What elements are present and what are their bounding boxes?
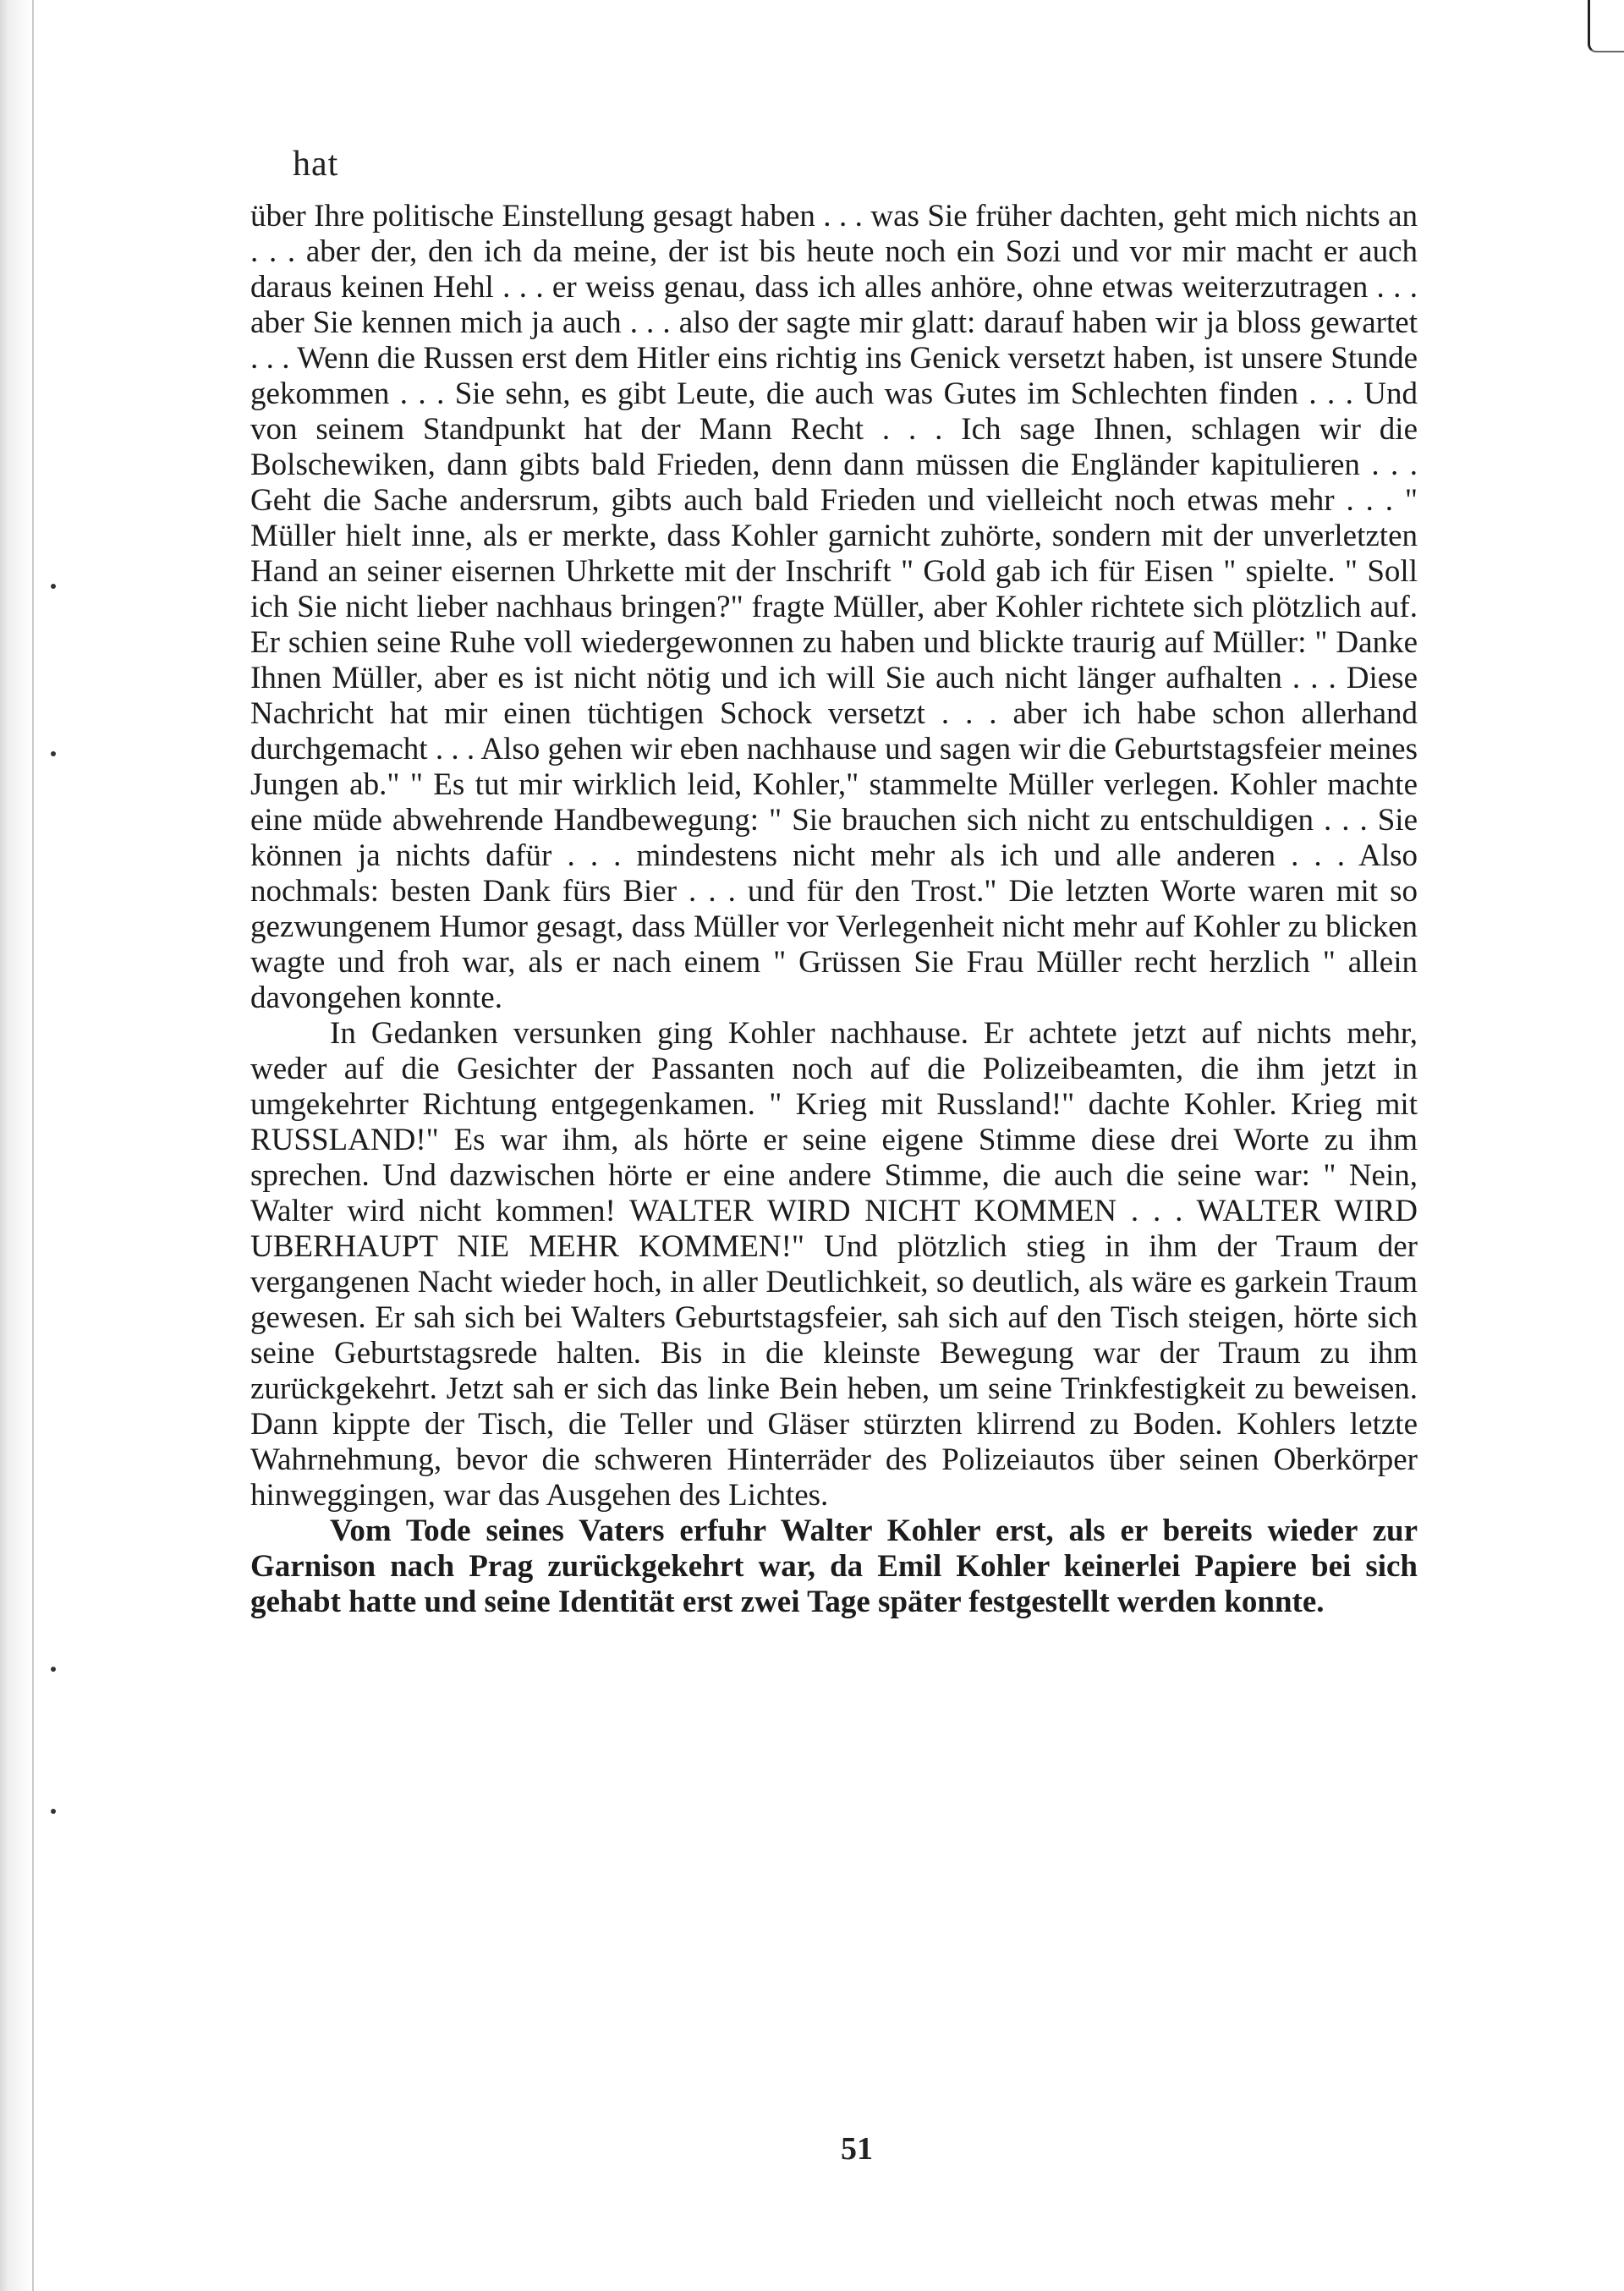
scan-left-edge xyxy=(0,0,32,2291)
margin-mark xyxy=(51,1667,56,1672)
margin-mark xyxy=(51,1809,56,1814)
scan-page-corner xyxy=(1588,0,1624,52)
page-body xyxy=(250,199,1418,1620)
scan-fold-line xyxy=(32,0,34,2291)
paragraph: In Gedanken versunken ging Kohler nachhause. Er achtete jetzt auf nichts mehr, weder auf die Gesichter der Passanten noch auf die Polizeibeamten, die ihm jetzt in umgekehrter Richtung entgegenkamen. " Krieg mit Russland!" dachte Kohler. Krieg mit RUSSLAND!" Es war ihm, als hörte er seine eigene Stimme diese drei Worte zu ihm sprechen. Und dazwischen hörte er eine andere Stimme, die auch die seine war: " Nein, Walter wird nicht kommen! WALTER WIRD NICHT KOMMEN . . . WALTER WIRD UBERHAUPT NIE MEHR KOMMEN!" Und plötzlich stieg in ihm der Traum der vergangenen Nacht wieder hoch, in aller Deutlichkeit, so deutlich, als wäre es garkein Traum gewesen. Er sah sich bei Walters Geburtstagsfeier, sah sich auf den Tisch steigen, hörte sich seine Geburtstagsrede halten. Bis in die kleinste Bewegung war der Traum zu ihm zurückgekehrt. Jetzt sah er sich das linke Bein heben, um seine Trinkfestigkeit zu beweisen. Dann kippte der Tisch, die Teller und Gläser stürzten klirrend zu Boden. Kohlers letzte Wahrnehmung, bevor die schweren Hinterräder des Polizeiautos über seinen Oberkörper hinweggingen, war das Ausgehen des Lichtes. xyxy=(250,1016,1418,1513)
page-header-word: hat xyxy=(293,145,339,184)
paragraph: über Ihre politische Einstellung gesagt haben . . . was Sie früher dachten, geht mich nichts an . . . aber der, den ich da meine, der ist bis heute noch ein Sozi und vor mir macht er auch daraus keinen Hehl . . . er weiss genau, dass ich alles anhöre, ohne etwas weiterzutragen . . . aber Sie kennen mich ja auch . . . also der sagte mir glatt: darauf haben wir ja bloss gewartet . . . Wenn die Russen erst dem Hitler eins richtig ins Genick versetzt haben, ist unsere Stunde gekommen . . . Sie sehn, es gibt Leute, die auch was Gutes im Schlechten finden . . . Und von seinem Standpunkt hat der Mann Recht . . . Ich sage Ihnen, schlagen wir die Bolschewiken, dann gibts bald Frieden, denn dann müssen die Engländer kapitulieren . . . Geht die Sache andersrum, gibts auch bald Frieden und vielleicht noch etwas mehr . . . " Müller hielt inne, als er merkte, dass Kohler garnicht zuhörte, sondern mit der unverletzten Hand an seiner eisernen Uhrkette mit der Inschrift " Gold gab ich für Eisen " spielte. " Soll ich Sie nicht lieber nachhaus bringen?" fragte Müller, aber Kohler richtete sich plötzlich auf. Er schien seine Ruhe voll wiedergewonnen zu haben und blickte traurig auf Müller: " Danke Ihnen Müller, aber es ist nicht nötig und ich will Sie auch nicht länger aufhalten . . . Diese Nachricht hat mir einen tüchtigen Schock versetzt . . . aber ich habe schon allerhand durchgemacht . . . Also gehen wir eben nachhause und sagen wir die Geburtstagsfeier meines Jungen ab." " Es tut mir wirklich leid, Kohler," stammelte Müller verlegen. Kohler machte eine müde abwehrende Handbewegung: " Sie brauchen sich nicht zu entschuldigen . . . Sie können ja nichts dafür . . . mindestens nicht mehr als ich und alle anderen . . . Also nochmals: besten Dank fürs Bier . . . und für den Trost." Die letzten Worte waren mit so gezwungenem Humor gesagt, dass Müller vor Verlegenheit nicht mehr auf Kohler zu blicken wagte und froh war, als er nach einem " Grüssen Sie Frau Müller recht herzlich " allein davongehen konnte. xyxy=(250,199,1418,1015)
margin-mark xyxy=(51,584,56,589)
page-number: 51 xyxy=(841,2131,873,2167)
margin-mark xyxy=(51,751,56,756)
paragraph: Vom Tode seines Vaters erfuhr Walter Kohler erst, als er bereits wieder zur Garnison nach Prag zurückgekehrt war, da Emil Kohler keinerlei Papiere bei sich gehabt hatte und seine Identität erst zwei Tage später festgestellt werden konnte. xyxy=(250,1514,1418,1619)
